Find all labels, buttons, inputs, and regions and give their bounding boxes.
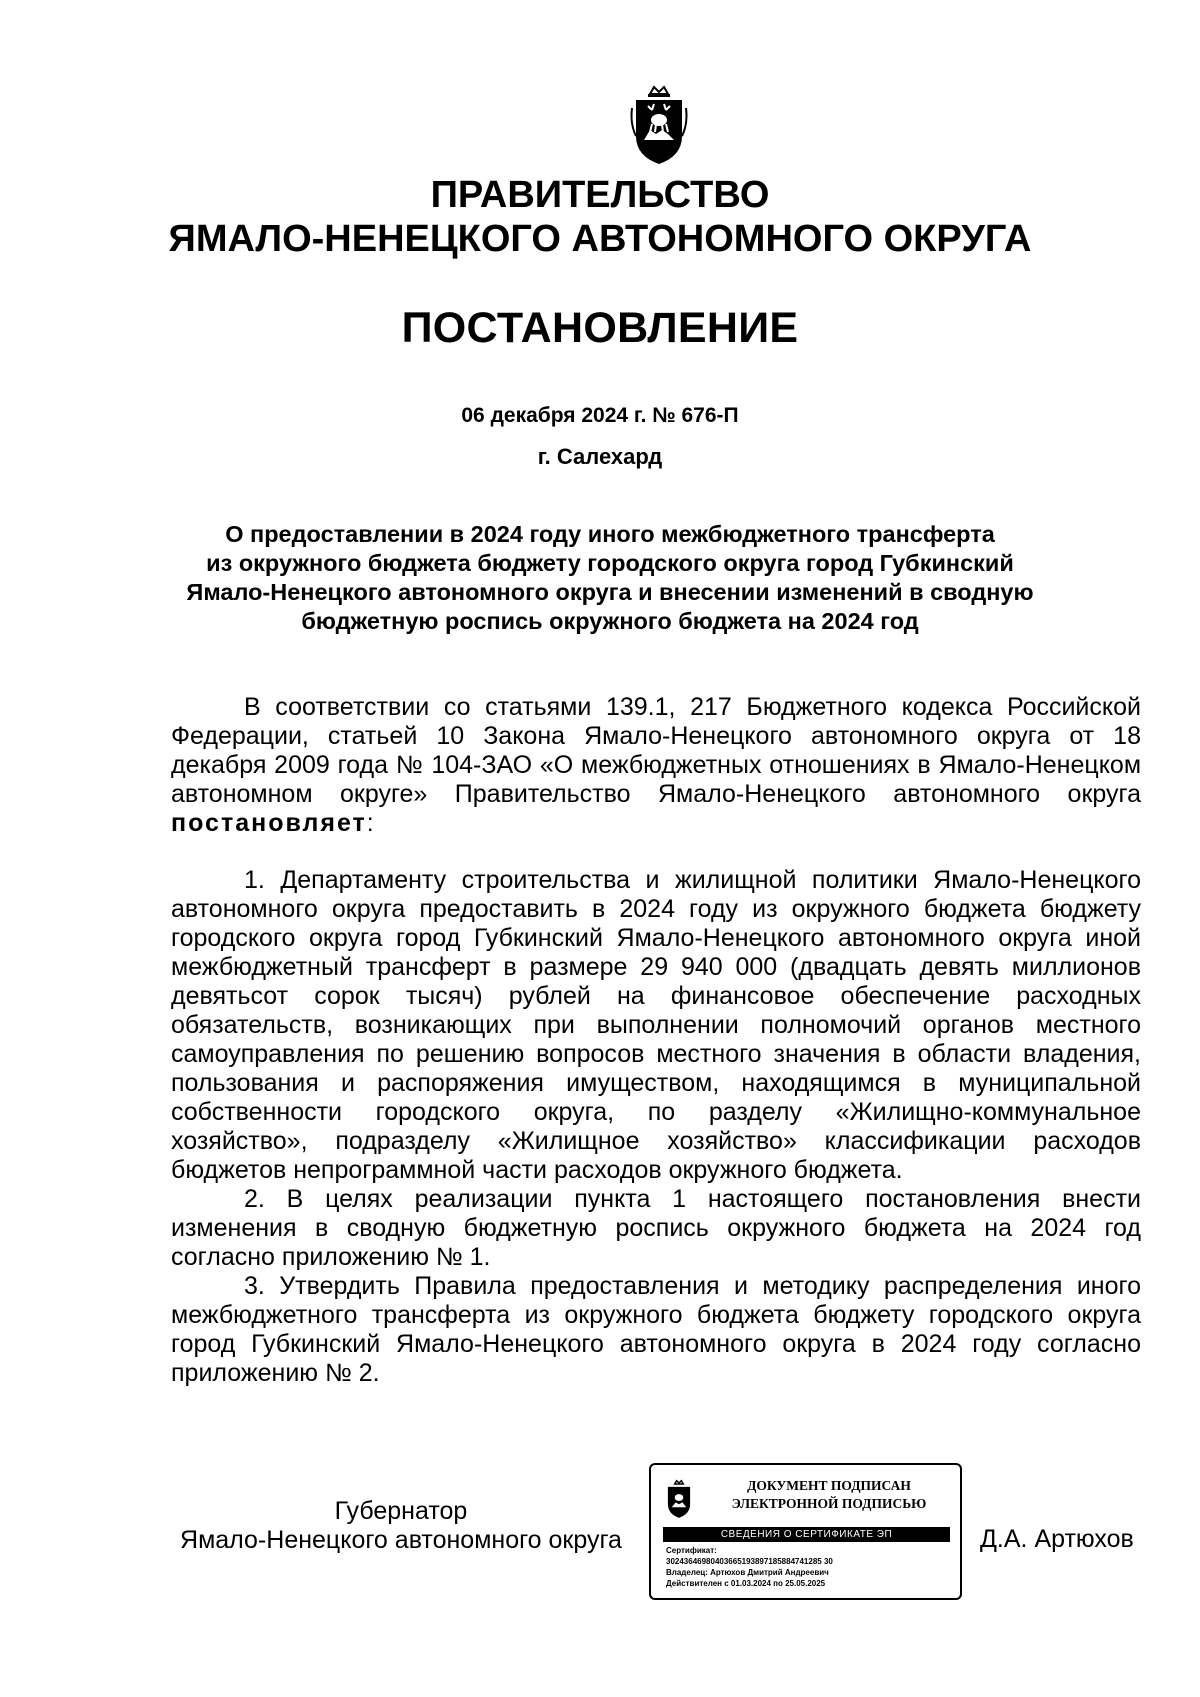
stamp-heading bbox=[707, 1477, 951, 1513]
electronic-signature-stamp bbox=[649, 1463, 962, 1600]
subject-line: из окружного бюджета бюджету городского округа город Губкинский bbox=[206, 550, 1014, 576]
certificate-info-bar: СВЕДЕНИЯ О СЕРТИФИКАТЕ ЭП bbox=[663, 1527, 950, 1542]
stamp-heading-line: ДОКУМЕНТ ПОДПИСАН bbox=[747, 1478, 911, 1493]
subject-line: О предоставлении в 2024 году иного межбюджетного трансферта bbox=[225, 521, 995, 547]
certificate-validity: Действителен с 01.03.2024 по 25.05.2025 bbox=[666, 1579, 826, 1588]
signer-position-line: Ямало-Ненецкого автономного округа bbox=[180, 1526, 622, 1554]
preamble bbox=[171, 693, 1141, 838]
stamp-heading-line: ЭЛЕКТРОННОЙ ПОДПИСЬЮ bbox=[731, 1496, 927, 1511]
resolution-verb: постановляет bbox=[171, 809, 367, 837]
certificate-number: 30243646980403665193897185884741285 30 bbox=[666, 1557, 833, 1566]
decree-item: 1. Департаменту строительства и жилищной политики Ямало-Ненецкого автономного округа предоставить в 2024 году из окружного бюджета бюджету городского округа город Губкинский Ямало-Ненецкого автономного округа иной межбюджетный трансферт в размере 29 940 000 (двадцать девять миллионов девятьсот сорок тысяч) рублей на финансовое обеспечение расходных обязательств, возникающих при выполнении полномочий органов местного самоуправления по решению вопросов местного значения в области владения, пользования и распоряжения имуществом, находящимся в муниципальной собственности городского округа, по разделу «Жилищно-коммунальное хозяйство», подразделу «Жилищное хозяйство» классификации расходов бюджетов непрограммной части расходов окружного бюджета. bbox=[171, 866, 1141, 1184]
signer-position-line: Губернатор bbox=[334, 1497, 468, 1525]
subject-title bbox=[150, 520, 1070, 636]
certificate-owner: Владелец: Артюхов Дмитрий Андреевич bbox=[666, 1568, 829, 1577]
subject-line: Ямало-Ненецкого автономного округа и внесении изменений в сводную bbox=[186, 579, 1034, 605]
certificate-details bbox=[666, 1545, 956, 1589]
org-name-line2: ЯМАЛО-НЕНЕЦКОГО АВТОНОМНОГО ОКРУГА bbox=[168, 218, 1032, 260]
decree-item: 3. Утвердить Правила предоставления и методику распределения иного межбюджетного трансферта из окружного бюджета бюджету городского округа город Губкинский Ямало-Ненецкого автономного округа в 2024 году согласно приложению № 2. bbox=[171, 1272, 1141, 1387]
document-type: ПОСТАНОВЛЕНИЕ bbox=[401, 304, 799, 352]
certificate-label: Сертификат: bbox=[666, 1546, 717, 1555]
org-name-line1: ПРАВИТЕЛЬСТВО bbox=[430, 174, 770, 216]
coat-of-arms-icon bbox=[630, 84, 688, 166]
decree-item: 2. В целях реализации пункта 1 настоящего постановления внести изменения в сводную бюджетную роспись окружного бюджета на 2024 год согласно приложению № 1. bbox=[171, 1185, 1141, 1271]
preamble-colon: : bbox=[366, 809, 374, 837]
subject-line: бюджетную роспись окружного бюджета на 2024 год bbox=[301, 608, 919, 634]
signer-position bbox=[171, 1497, 631, 1555]
signer-name: Д.А. Артюхов bbox=[980, 1525, 1134, 1553]
preamble-paragraph bbox=[171, 693, 1141, 838]
decree-items bbox=[171, 866, 1141, 1388]
coat-of-arms-icon bbox=[665, 1479, 693, 1519]
date-number: 06 декабря 2024 г. № 676-П bbox=[461, 404, 739, 427]
city: г. Салехард bbox=[537, 444, 663, 469]
preamble-text: В соответствии со статьями 139.1, 217 Бюджетного кодекса Российской Федерации, статьей 10 Закона Ямало-Ненецкого автономного округа от 18 декабря 2009 года № 104-ЗАО «О межбюджетных отношениях в Ямало-Ненецком автономном округе» Правительство Ямало-Ненецкого автономного округа bbox=[171, 693, 1141, 808]
